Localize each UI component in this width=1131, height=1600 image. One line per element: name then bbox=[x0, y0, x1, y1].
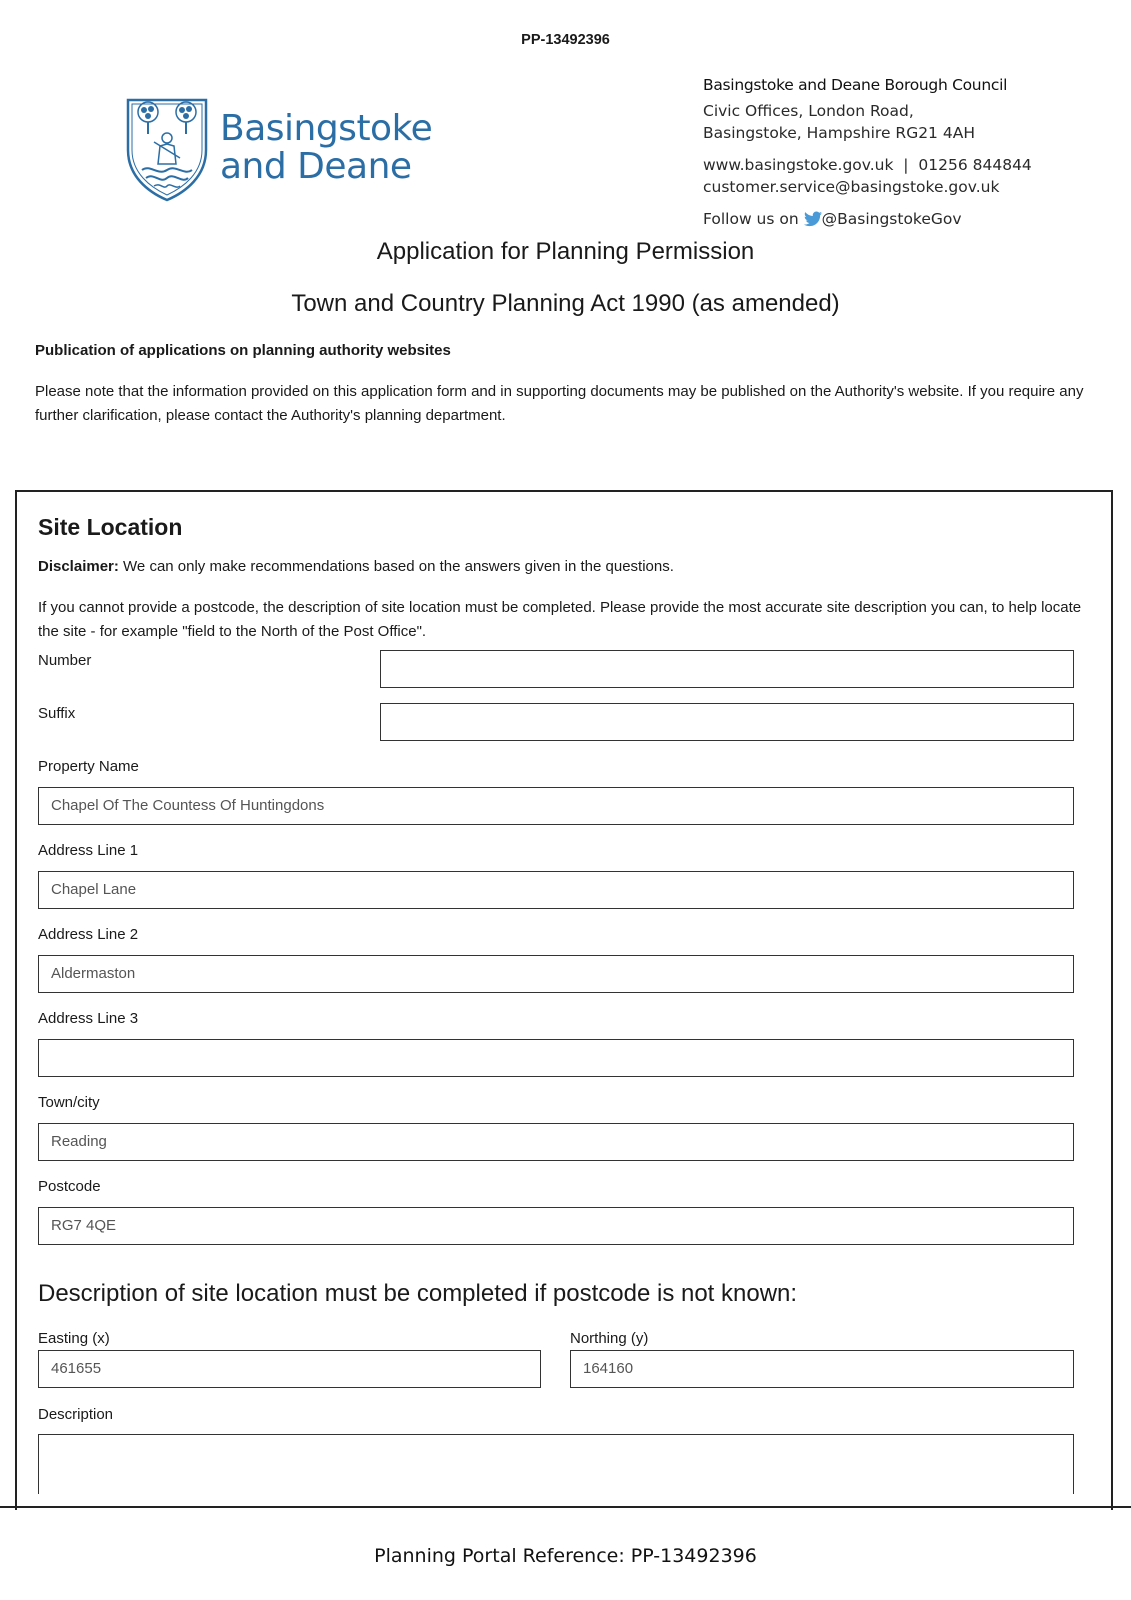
description-heading: Description of site location must be completed if postcode is not known: bbox=[38, 1280, 798, 1307]
twitter-icon bbox=[804, 211, 822, 227]
property-name-label: Property Name bbox=[38, 758, 139, 775]
suffix-field[interactable] bbox=[380, 703, 1074, 741]
easting-label: Easting (x) bbox=[38, 1330, 110, 1347]
site-location-panel bbox=[15, 490, 1113, 1510]
town-field[interactable]: Reading bbox=[38, 1123, 1074, 1161]
council-name: Basingstoke and Deane Borough Council bbox=[703, 76, 1008, 94]
address-line-2-label: Address Line 2 bbox=[38, 926, 139, 943]
section-title: Site Location bbox=[38, 514, 183, 540]
address-line-3-field[interactable] bbox=[38, 1039, 1074, 1077]
logo-line-2: and Deane bbox=[220, 146, 412, 187]
form-title: Application for Planning Permission bbox=[376, 238, 755, 265]
description-label: Description bbox=[38, 1406, 114, 1423]
logo-line-1: Basingstoke bbox=[220, 108, 433, 149]
postcode-label: Postcode bbox=[38, 1178, 101, 1195]
publication-heading: Publication of applications on planning authority websites bbox=[35, 342, 451, 359]
northing-label: Northing (y) bbox=[570, 1330, 649, 1347]
northing-field[interactable]: 164160 bbox=[570, 1350, 1074, 1388]
town-label: Town/city bbox=[38, 1094, 100, 1111]
follow-prefix: Follow us on bbox=[703, 210, 799, 228]
follow-line bbox=[703, 208, 1032, 230]
council-logo bbox=[124, 98, 444, 204]
postcode-note: If you cannot provide a postcode, the description of site location must be completed. Please provide the most accurate site description you can, to help locate the site - for example "field to the North of the Post Office". bbox=[38, 599, 1082, 640]
crest-icon bbox=[124, 98, 210, 202]
web-phone: www.basingstoke.gov.uk | 01256 844844 bbox=[703, 156, 1032, 174]
address-line-1-label: Address Line 1 bbox=[38, 842, 139, 859]
publication-text: Please note that the information provided on this application form and in supporting documents may be published on the Authority's website. If you require any further clarification, please contact the Authority's planning department. bbox=[35, 383, 1084, 424]
address-line-3-label: Address Line 3 bbox=[38, 1010, 139, 1027]
footer-reference: Planning Portal Reference: PP-13492396 bbox=[374, 1545, 757, 1567]
address-line-1-field[interactable]: Chapel Lane bbox=[38, 871, 1074, 909]
property-name-field[interactable]: Chapel Of The Countess Of Huntingdons bbox=[38, 787, 1074, 825]
disclaimer bbox=[38, 558, 674, 575]
twitter-handle[interactable]: @BasingstokeGov bbox=[821, 210, 962, 228]
address-line-1: Civic Offices, London Road, bbox=[703, 102, 914, 120]
address-line-2-field[interactable]: Aldermaston bbox=[38, 955, 1074, 993]
address-line-2: Basingstoke, Hampshire RG21 4AH bbox=[703, 124, 975, 142]
logo-wordmark bbox=[220, 110, 432, 186]
page-reference: PP-13492396 bbox=[521, 32, 610, 48]
suffix-label: Suffix bbox=[38, 705, 76, 722]
disclaimer-text: We can only make recommendations based on the answers given in the questions. bbox=[118, 558, 674, 575]
postcode-field[interactable]: RG7 4QE bbox=[38, 1207, 1074, 1245]
email: customer.service@basingstoke.gov.uk bbox=[703, 178, 1000, 196]
disclaimer-label: Disclaimer: bbox=[38, 558, 119, 575]
footer-divider bbox=[0, 1506, 1131, 1508]
number-field[interactable] bbox=[380, 650, 1074, 688]
easting-field[interactable]: 461655 bbox=[38, 1350, 541, 1388]
number-label: Number bbox=[38, 652, 92, 669]
description-field[interactable] bbox=[38, 1434, 1074, 1494]
council-contact bbox=[703, 74, 1032, 230]
form-subtitle: Town and Country Planning Act 1990 (as amended) bbox=[291, 290, 840, 317]
